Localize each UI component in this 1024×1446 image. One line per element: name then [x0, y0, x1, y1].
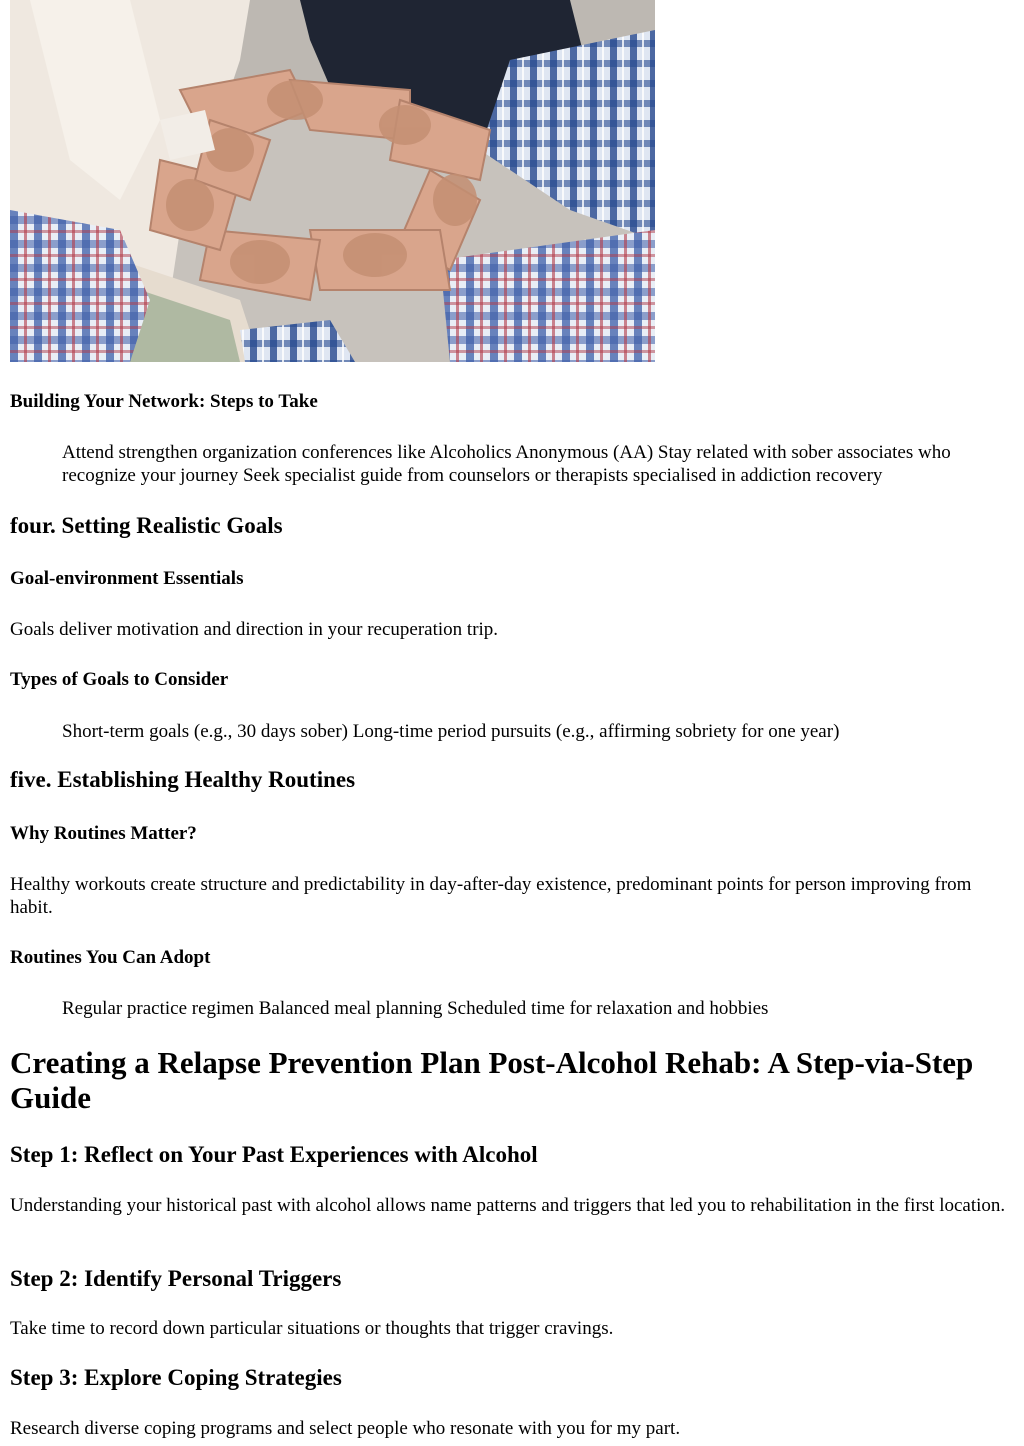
step1-heading: Step 1: Reflect on Your Past Experiences with Alcohol: [10, 1142, 538, 1167]
step3-heading: Step 3: Explore Coping Strategies: [10, 1365, 342, 1390]
step1-text: Understanding your historical past with alcohol allows name patterns and triggers that led you to rehabilitation in the first location.: [10, 1195, 1006, 1216]
network-heading: Building Your Network: Steps to Take: [10, 391, 318, 412]
hands-linked-photo: [10, 0, 655, 362]
adopt-text: Regular practice regimen Balanced meal planning Scheduled time for relaxation and hobbies: [62, 998, 769, 1019]
network-text: Attend strengthen organization conferences like Alcoholics Anonymous (AA) Stay related with sober associates who recognize your journey Seek specialist guide from counselors or therapists specialised in addiction recovery: [62, 442, 951, 486]
step2-heading: Step 2: Identify Personal Triggers: [10, 1266, 342, 1291]
adopt-heading: Routines You Can Adopt: [10, 947, 211, 968]
hands-linked-icon: [10, 0, 655, 362]
goals-heading: four. Setting Realistic Goals: [10, 513, 283, 538]
why-routines-text: Healthy workouts create structure and predictability in day-after-day existence, predominant points for person improving from habit.: [10, 874, 972, 918]
goal-env-heading: Goal-environment Essentials: [10, 568, 244, 589]
step2-text: Take time to record down particular situations or thoughts that trigger cravings.: [10, 1318, 614, 1339]
plan-title: Creating a Relapse Prevention Plan Post-Alcohol Rehab: A Step-via-Step Guide: [10, 1045, 974, 1115]
goal-env-text: Goals deliver motivation and direction in your recuperation trip.: [10, 619, 499, 640]
goal-types-heading: Types of Goals to Consider: [10, 669, 229, 690]
why-routines-heading: Why Routines Matter?: [10, 823, 197, 844]
routines-heading: five. Establishing Healthy Routines: [10, 767, 356, 792]
step3-text: Research diverse coping programs and select people who resonate with you for my part.: [10, 1418, 681, 1439]
goal-types-text: Short-term goals (e.g., 30 days sober) Long-time period pursuits (e.g., affirming sobriety for one year): [62, 721, 840, 742]
